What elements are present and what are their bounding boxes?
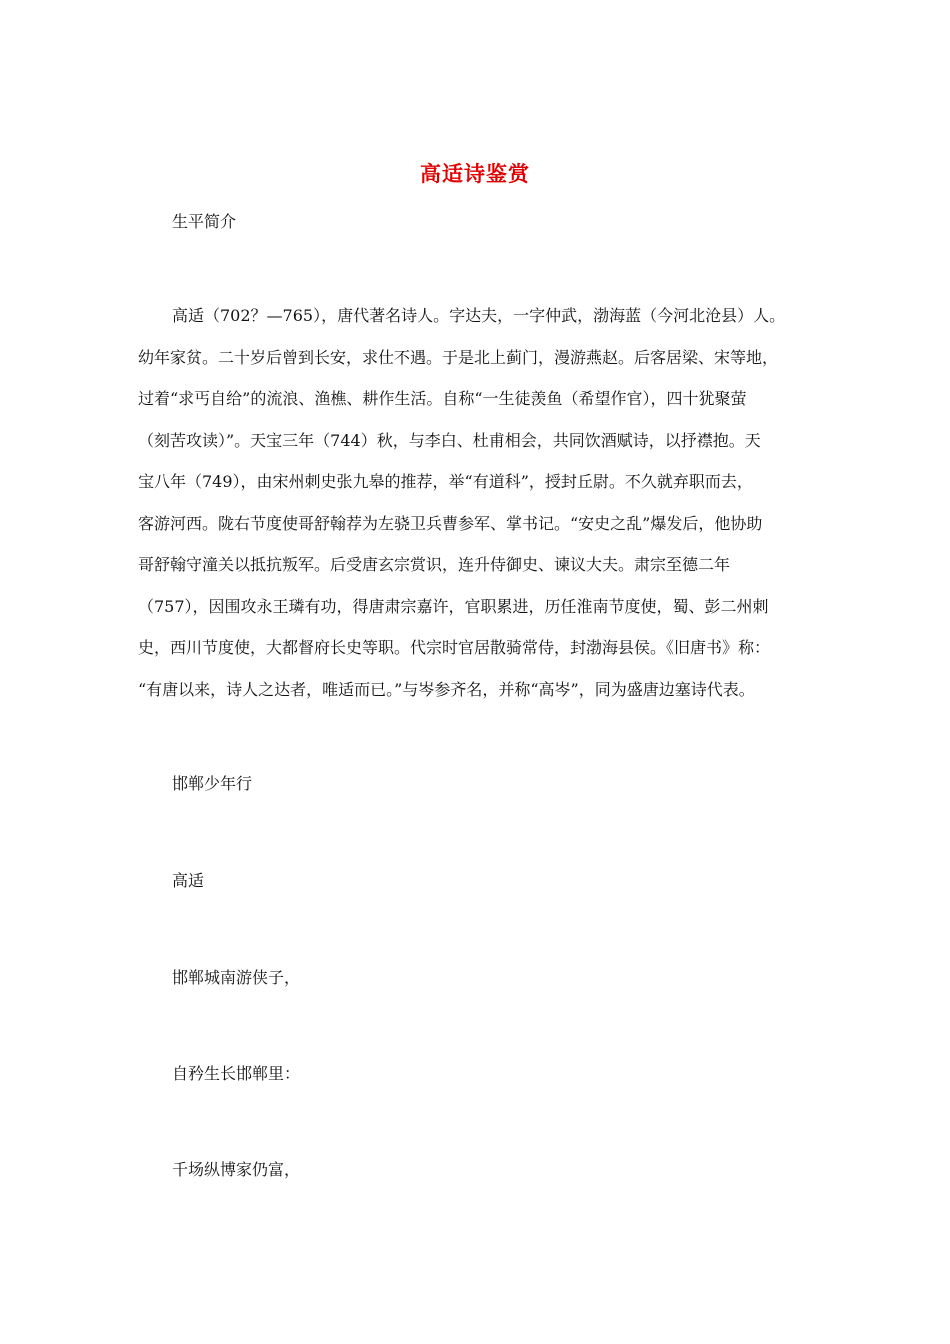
biography-line: （刻苦攻读）”。天宝三年（744）秋，与李白、杜甫相会，共同饮酒赋诗，以抒襟抱。天 [138,430,761,450]
biography-paragraph [138,306,818,721]
biography-line: 宝八年（749），由宋州刺史张九皋的推荐，举“有道科”，授封丘尉。不久就弃职而去， [138,472,753,491]
poem-author: 高适 [172,871,205,890]
section-heading: 生平简介 [172,212,237,231]
biography-line: 客游河西。陇右节度使哥舒翰荐为左骁卫兵曹参军、掌书记。“安史之乱”爆发后，他协助 [138,513,763,533]
poem-line: 自矜生长邯郸里： [172,1064,301,1083]
poem-line: 邯郸城南游侠子， [172,968,301,987]
biography-line: 史，西川节度使，大都督府长史等职。代宗时官居散骑常侍，封渤海县侯。《旧唐书》称： [138,638,771,657]
poem-title: 邯郸少年行 [172,774,253,793]
biography-line: “有唐以来，诗人之达者，唯适而已。”与岑参齐名，并称“高岑”，同为盛唐边塞诗代表。 [138,679,755,699]
biography-line: 幼年家贫。二十岁后曾到长安，求仕不遇。于是北上蓟门，漫游燕赵。后客居梁、宋等地， [138,347,779,367]
biography-line: 过着“求丐自给”的流浪、渔樵、耕作生活。自称“一生徒羡鱼（希望作官），四十犹聚萤 [138,389,747,408]
biography-line: （757），因围攻永王璘有功，得唐肃宗嘉许，官职累进，历任淮南节度使，蜀、彭二州刺 [138,596,769,616]
biography-line: 高适（702？—765），唐代著名诗人。字达夫，一字仲武，渤海蓝（今河北沧县）人。 [172,306,786,325]
document-title: 高适诗鉴赏 [420,161,530,186]
poem-line: 千场纵博家仍富， [172,1160,301,1179]
biography-line: 哥舒翰守潼关以抵抗叛军。后受唐玄宗赏识，连升侍御史、谏议大夫。肃宗至德二年 [138,555,731,574]
